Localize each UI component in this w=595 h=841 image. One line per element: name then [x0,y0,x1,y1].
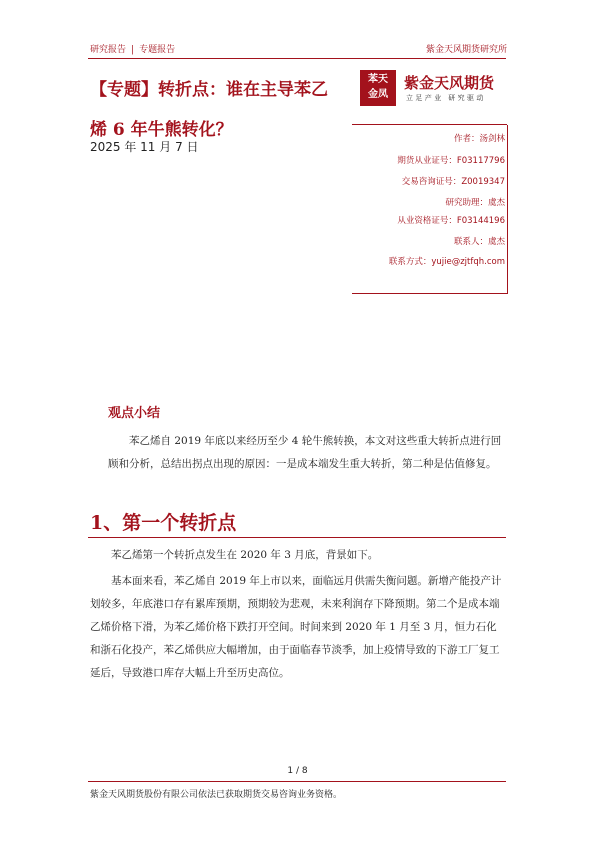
author-label: 作者： [453,134,480,144]
report-title-line1: 【专题】转折点：谁在主导苯乙 [90,80,328,100]
assistant-qual-number: F03144196 [456,216,505,226]
contact-name: 虞杰 [487,237,505,247]
section-divider [88,537,506,538]
company-name: 紫金天风期货 [404,74,495,92]
footer-divider [88,781,506,782]
author-name: 汤剑林 [479,134,505,144]
header-category: 研究报告 [90,45,127,55]
consult-label: 交易咨询证号： [401,177,462,187]
consult-number: Z0019347 [461,177,505,187]
header-left [90,42,175,55]
contact-row [454,235,505,247]
page-number: 1 / 8 [287,766,308,776]
qual-row [397,154,505,166]
analyst-panel [352,125,508,294]
author-row [454,132,505,144]
section-paragraph-2: 基本面来看，苯乙烯自 2019 年上市以来，面临远月供需失衡问题。新增产能投产计划较多，年底港口存有累库预期，预期较为悲观，未来利润存下降预期。第二个是成本端乙烯价格下滑，为苯乙烯价格下跌打开空间。时间来到 2020 年 1 月至 3 月，恒力石化和浙石化投产，苯乙烯供应大幅增加，由于面临春节淡季，加上疫情导致的下游工厂复工延后，导致港口库存大幅上升至历史高位。 [90,575,502,679]
assistant-qual-row [397,214,505,226]
assistant-row [445,196,505,208]
assistant-qual-label: 从业资格证号： [397,216,457,226]
assistant-name: 虞杰 [487,198,505,208]
company-logo-mark [360,70,396,106]
footer-disclaimer: 紫金天风期货股份有限公司依法已获取期货交易咨询业务资格。 [90,790,343,800]
qual-label: 期货从业证号： [397,156,457,166]
email-link[interactable]: yujie@zjtfqh.com [431,257,505,267]
header-institute: 紫金天风期货研究所 [425,45,507,55]
company-slogan: 立足产业 研究驱动 [406,94,486,102]
contact-label: 联系人： [453,237,488,247]
email-label: 联系方式： [388,257,432,267]
section-title: 1、第一个转折点 [90,512,237,534]
header-separator: | [131,45,135,55]
email-row [389,255,505,267]
summary-heading: 观点小结 [108,406,161,421]
report-title-line2: 烯 6 年牛熊转化？ [90,120,233,140]
logo-mark-text: 苯天金凤 [368,74,388,100]
header-divider [88,58,506,59]
report-date: 2025 年 11 月 7 日 [90,140,199,154]
qual-number: F03117796 [456,156,505,166]
consult-row [402,175,505,187]
summary-paragraph: 苯乙烯自 2019 年底以来经历至少 4 轮牛熊转换，本文对这些重大转折点进行回顾和分析，总结出拐点出现的原因：一是成本端发生重大转折，第二种是估值修复。 [108,435,502,470]
section-paragraph-1: 苯乙烯第一个转折点发生在 2020 年 3 月底，背景如下。 [111,549,379,561]
header-subcategory: 专题报告 [139,45,176,55]
assistant-label: 研究助理： [445,198,488,208]
